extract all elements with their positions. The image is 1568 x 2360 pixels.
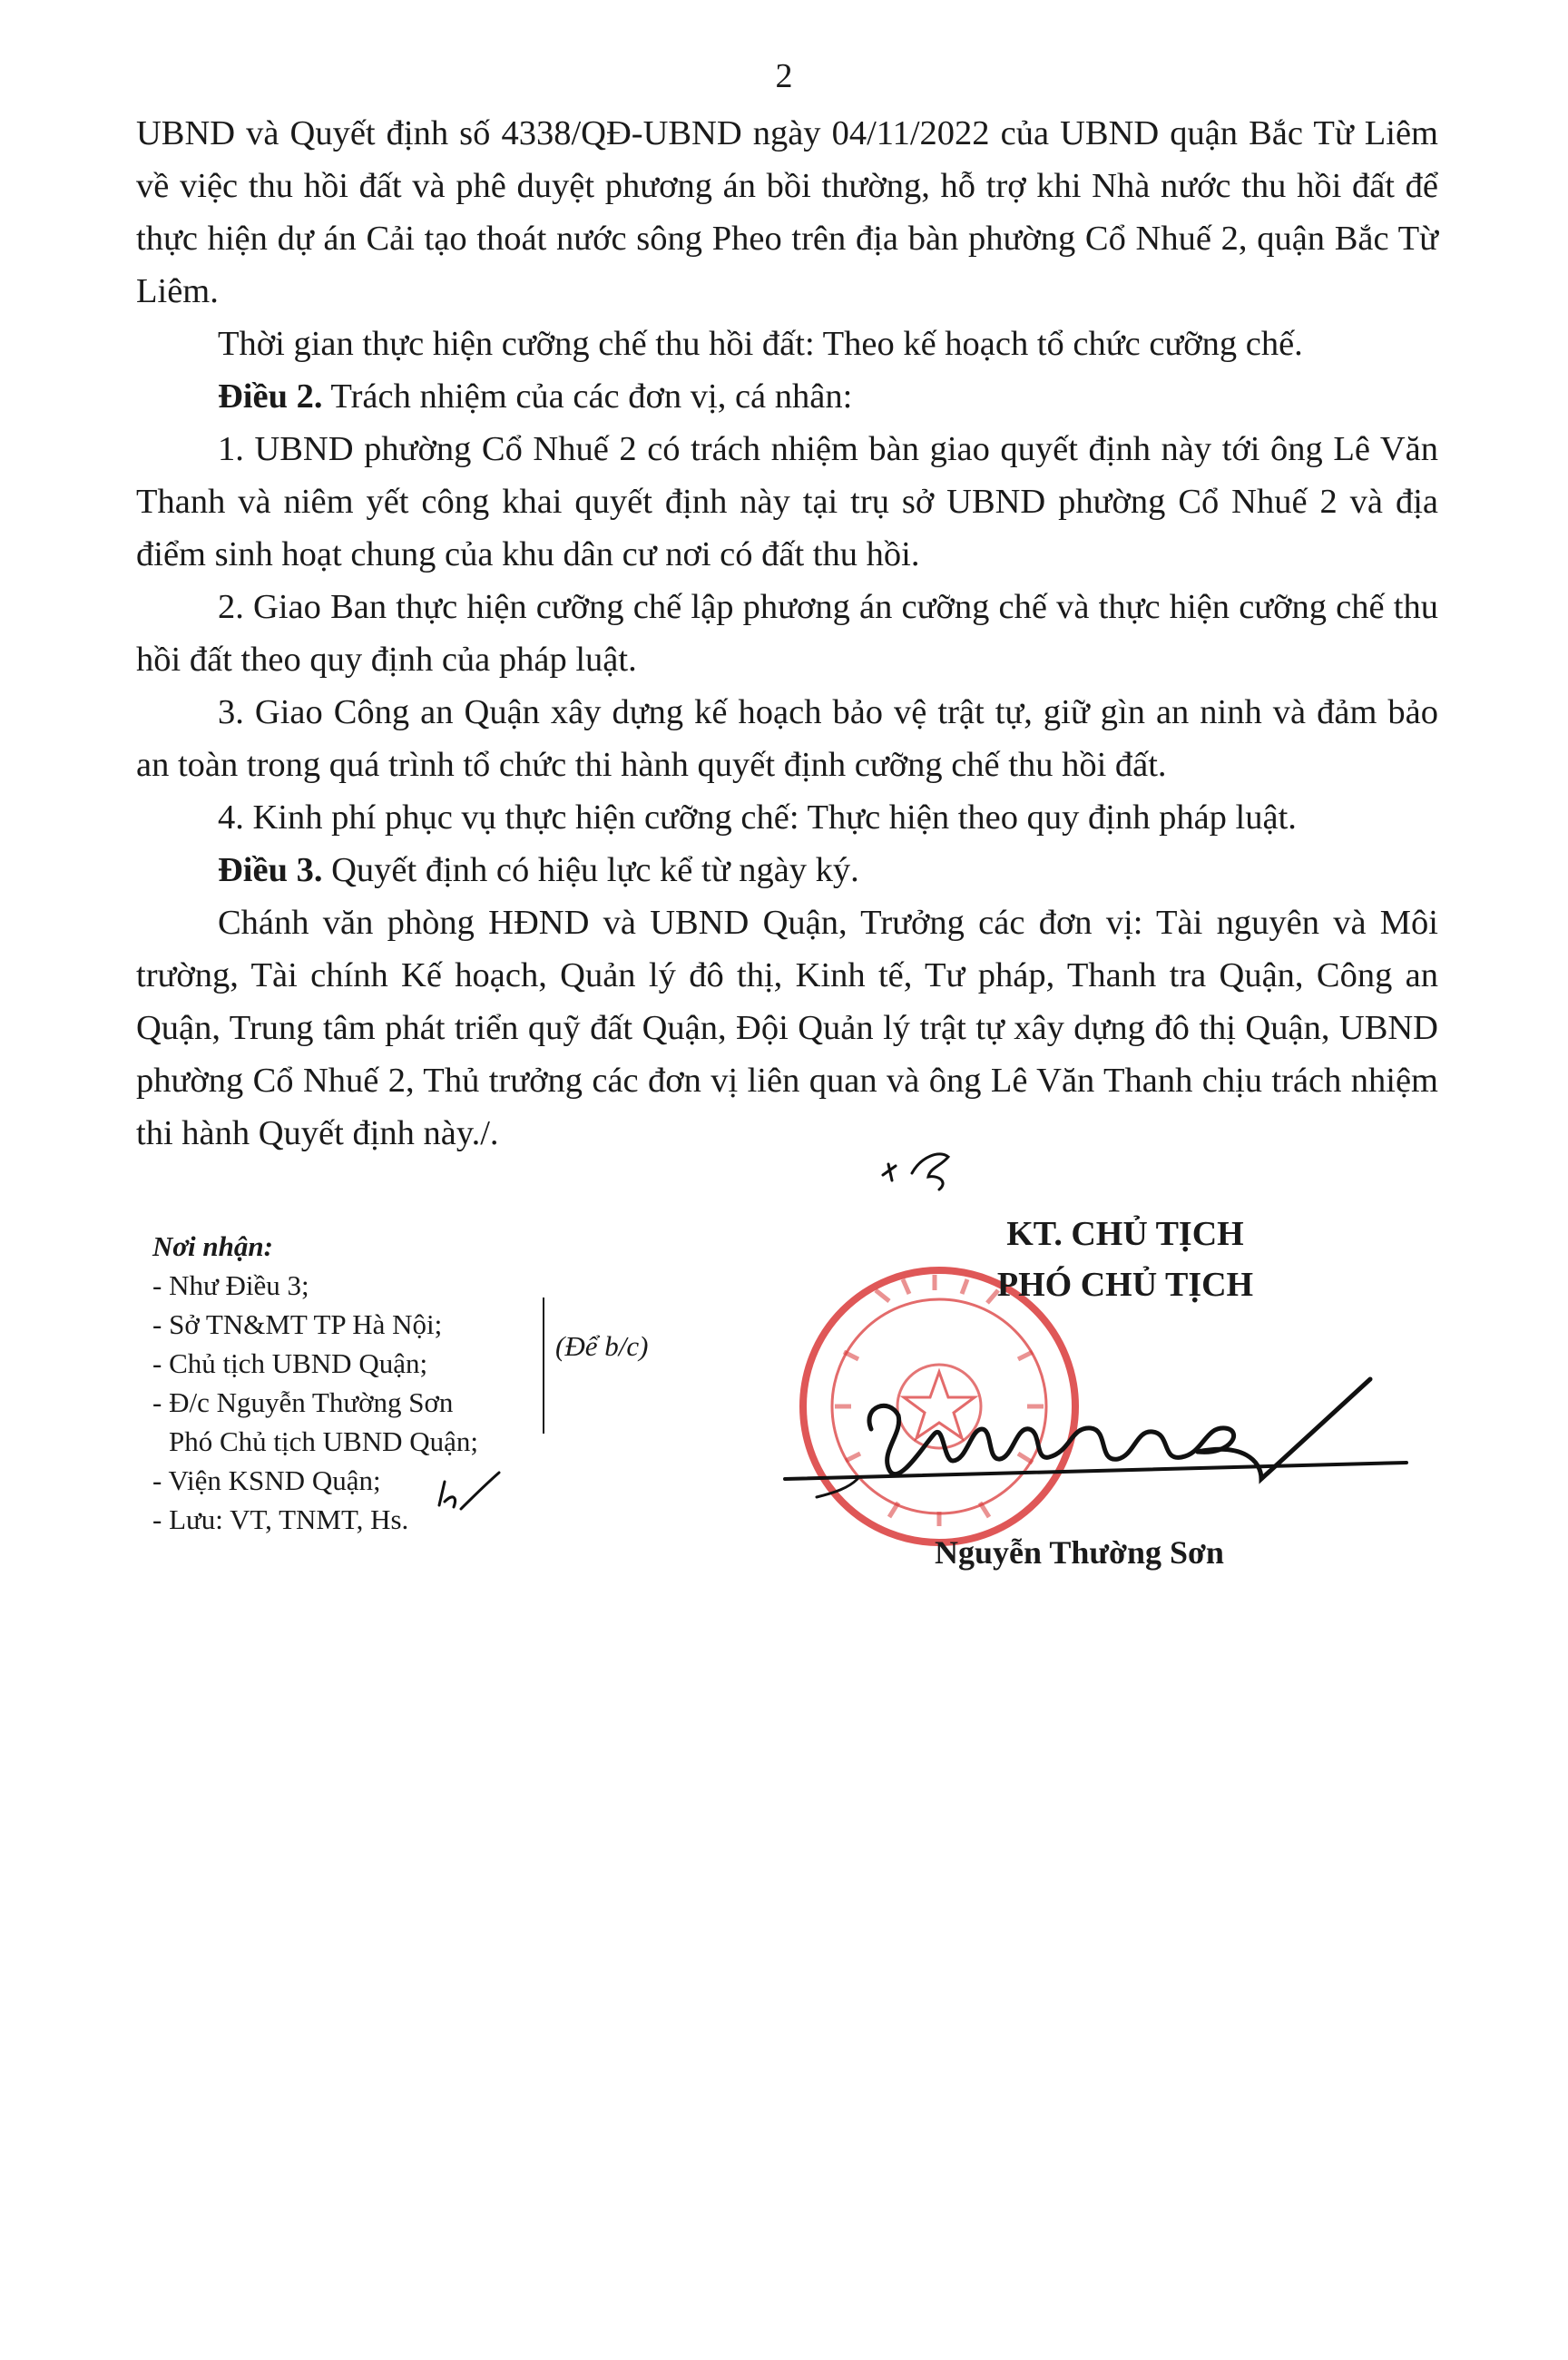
recipients-block: [152, 1227, 606, 1539]
paragraph-0: UBND và Quyết định số 4338/QĐ-UBND ngày 04/11/2022 của UBND quận Bắc Từ Liêm về việc thu hồi đất và phê duyệt phương án bồi thường, hỗ trợ khi Nhà nước thu hồi đất để thực hiện dự án Cải tạo thoát nước sông Pheo trên địa bàn phường Cổ Nhuế 2, quận Bắc Từ Liêm.: [136, 114, 1438, 310]
article-2-item-2: 2. Giao Ban thực hiện cưỡng chế lập phương án cưỡng chế và thực hiện cưỡng chế thu hồi đất theo quy định của pháp luật.: [136, 588, 1438, 679]
report-note: (Để b/c): [555, 1330, 649, 1362]
execution-paragraph: Chánh văn phòng HĐND và UBND Quận, Trưởng các đơn vị: Tài nguyên và Môi trường, Tài chính Kế hoạch, Quản lý đô thị, Kinh tế, Tư pháp, Thanh tra Quận, Công an Quận, Trung tâm phát triển quỹ đất Quận, Đội Quản lý trật tự xây dựng đô thị Quận, UBND phường Cổ Nhuế 2, Thủ trưởng các đơn vị liên quan và ông Lê Văn Thanh chịu trách nhiệm thi hành Quyết định này./.: [136, 904, 1438, 1152]
signer-name: Nguyễn Thường Sơn: [935, 1534, 1224, 1571]
recipients-list: [152, 1266, 606, 1539]
signer-authority-line1: KT. CHỦ TỊCH: [1006, 1215, 1244, 1253]
recipient-item: - Chủ tịch UBND Quận;: [152, 1347, 428, 1379]
decision-body: [136, 107, 1438, 1160]
article-2-item-1: 1. UBND phường Cổ Nhuế 2 có trách nhiệm bàn giao quyết định này tới ông Lê Văn Thanh và niêm yết công khai quyết định này tại trụ sở UBND phường Cổ Nhuế 2 và địa điểm sinh hoạt chung của khu dân cư nơi có đất thu hồi.: [136, 430, 1438, 573]
recipient-item: - Sở TN&MT TP Hà Nội;: [152, 1308, 443, 1340]
article-2-item-4: 4. Kinh phí phục vụ thực hiện cưỡng chế: Thực hiện theo quy định pháp luật.: [218, 798, 1297, 837]
article-3-heading: Điều 3. Quyết định có hiệu lực kể từ ngày ký.: [218, 851, 859, 889]
handwritten-signature: [771, 1343, 1443, 1542]
signature-title-block: [871, 1209, 1379, 1310]
signer-authority-line2: PHÓ CHỦ TỊCH: [996, 1266, 1254, 1304]
paragraph-1: Thời gian thực hiện cưỡng chế thu hồi đất: Theo kế hoạch tổ chức cưỡng chế.: [218, 325, 1303, 363]
filing-initials: [434, 1465, 506, 1520]
recipients-title: Nơi nhận:: [152, 1230, 273, 1262]
article-2-item-3: 3. Giao Công an Quận xây dựng kế hoạch bảo vệ trật tự, giữ gìn an ninh và đảm bảo an toàn trong quá trình tổ chức thi hành quyết định cưỡng chế thu hồi đất.: [136, 693, 1438, 784]
recipient-item: - Đ/c Nguyễn Thường Sơn Phó Chủ tịch UBND Quận;: [152, 1386, 478, 1457]
recipient-item: - Viện KSND Quận;: [152, 1464, 381, 1496]
handwritten-initials: [876, 1130, 975, 1193]
article-2-heading: Điều 2. Trách nhiệm của các đơn vị, cá nhân:: [218, 377, 853, 416]
recipient-item: - Như Điều 3;: [152, 1269, 309, 1301]
recipient-item: - Lưu: VT, TNMT, Hs.: [152, 1503, 409, 1535]
recipients-bracket: [543, 1298, 544, 1434]
page-number: 2: [775, 57, 793, 95]
